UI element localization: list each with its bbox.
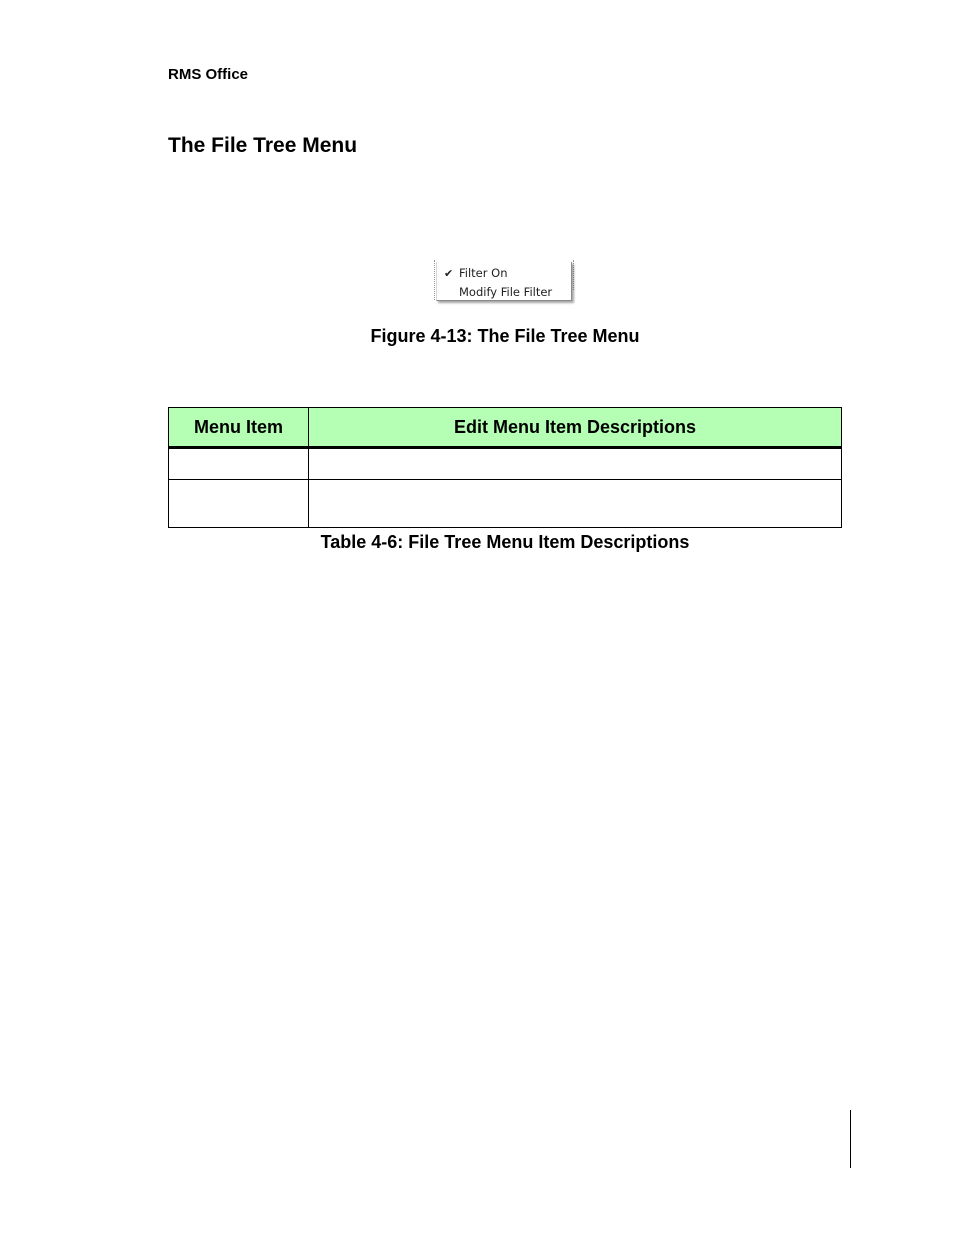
running-header: RMS Office xyxy=(168,66,249,83)
section-heading: The File Tree Menu xyxy=(168,134,358,157)
file-tree-menu-figure xyxy=(434,260,576,306)
table-cell-description xyxy=(309,448,842,480)
column-header-descriptions: Edit Menu Item Descriptions xyxy=(309,408,842,448)
context-menu xyxy=(436,262,572,301)
figure-caption: Figure 4-13: The File Tree Menu xyxy=(370,326,640,346)
table-header-row xyxy=(169,408,842,448)
table-row xyxy=(169,448,842,480)
table-row xyxy=(169,480,842,528)
menu-item-label: Modify File Filter xyxy=(459,285,553,299)
column-header-menu-item: Menu Item xyxy=(169,408,309,448)
table-cell-description xyxy=(309,480,842,528)
table-cell-menu-item xyxy=(169,480,309,528)
menu-item-label: Filter On xyxy=(459,266,508,280)
checkmark-icon: ✔ xyxy=(444,267,454,280)
margin-rule xyxy=(850,1110,851,1168)
table-cell-menu-item xyxy=(169,448,309,480)
table-caption: Table 4-6: File Tree Menu Item Descriptions xyxy=(320,532,690,552)
menu-item-modify-file-filter[interactable] xyxy=(437,283,571,301)
menu-item-filter-on[interactable] xyxy=(437,264,571,282)
menu-item-description-table xyxy=(168,407,842,528)
